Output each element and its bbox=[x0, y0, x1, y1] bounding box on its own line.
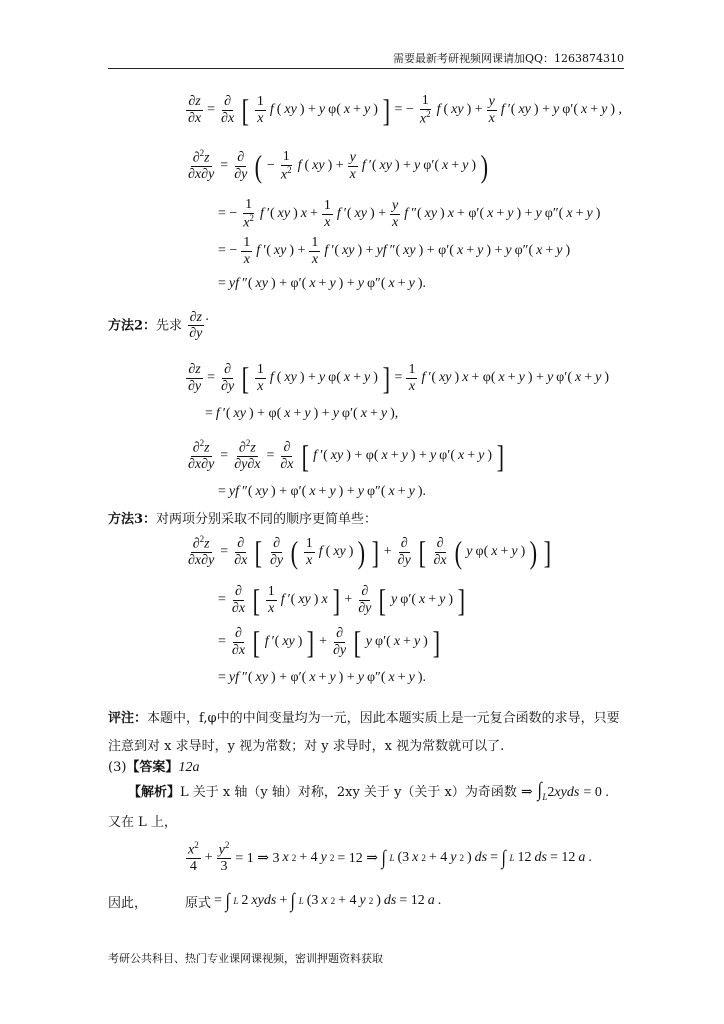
equation-method3-1: $\frac{\partial^2z}{\partial x\partial y}$ = $\frac{\partial}{\partial x}$ [ $\frac{\partial}{\partial y}$ ( $\frac{1}{x}$ f ( xy ) ) ] + $\frac{\partial}{\partial y}$ [ $\frac{\partial}{\partial x}$ ( y φ( x + y ) ) ] bbox=[188, 534, 551, 570]
equation-dz-dx: $\frac{\partial z}{\partial x}$ = $\frac{\partial}{\partial x}$ [ $\frac{1}{x}$ f ( xy ) + y φ( x + y ) ] = − $\frac{1}{x^2}$ f ( xy ) + $\frac{y}{x}$ f ′( xy ) + y φ′( x + y ) , bbox=[188, 92, 623, 128]
therefore-lhs: 原式 bbox=[185, 895, 212, 911]
also-line: 又在 L 上， bbox=[108, 815, 177, 830]
method2-text: 先求 bbox=[156, 318, 183, 334]
analysis-implies: ⇒ bbox=[521, 785, 533, 800]
therefore-label: 因此， bbox=[108, 896, 148, 911]
analysis-result: = 0 . bbox=[583, 785, 609, 800]
comment-line-1 bbox=[108, 707, 620, 726]
method2-heading: 方法2：先求 $\frac{\partial z}{\partial y}$ . bbox=[108, 309, 209, 342]
method3-label: 方法3： bbox=[108, 512, 157, 527]
equation-method2-d2z: $\frac{\partial^2z}{\partial x\partial y}$ = $\frac{\partial^2z}{\partial y\partial x}$ = $\frac{\partial}{\partial x}$ [ f ′( xy ) + φ( x + y ) + y φ′( x + y ) ] bbox=[188, 438, 505, 474]
answer-number: (3) bbox=[108, 760, 127, 775]
equation-dz-dy-2: = f ′( xy ) + φ( x + y ) + y φ′( x + y ), bbox=[205, 406, 399, 421]
analysis-line: 【解析】L 关于 x 轴（y 轴）对称，2xy 关于 y（关于 x）为奇函数 ⇒ $\int_L2xyds = 0$ . bbox=[128, 779, 609, 802]
equation-d2z-dxdy-4: = yf ″( xy ) + φ′( x + y ) + y φ″( x + y ). bbox=[218, 276, 427, 291]
equation-d2z-dxdy-2: = − $\frac{1}{x^2}$ f ′( xy ) x + $\frac{1}{x}$ f ′( xy ) + $\frac{y}{x}$ f ″( xy ) x + φ′( x + y ) + y φ″( x + y ) bbox=[218, 197, 601, 231]
equation-method3-result: = yf ″( xy ) + φ′( x + y ) + y φ″( x + y ). bbox=[218, 670, 427, 685]
page-footer: 考研公共科目、热门专业课网课视频，密训押题资料获取 bbox=[108, 952, 383, 965]
header-rule bbox=[108, 68, 624, 69]
comment-text-1: 本题中，f,φ中的中间变量均为一元，因此本题实质上是一元复合函数的求导，只要 bbox=[147, 711, 620, 726]
analysis-label: 【解析】 bbox=[128, 785, 181, 800]
equation-d2z-dxdy-1: $\frac{\partial^2z}{\partial x\partial y}$ = $\frac{\partial}{\partial y}$ ( − $\frac{1}{x^2}$ f ( xy ) + $\frac{y}{x}$ f ′( xy ) + y φ′( x + y ) ) bbox=[188, 148, 489, 184]
answer-label: 【答案】 bbox=[126, 760, 179, 775]
page-header: 需要最新考研视频网课请加QQ：1263874310 bbox=[392, 52, 624, 65]
answer-value: 12a bbox=[178, 760, 200, 775]
equation-dz-dy-1: $\frac{\partial z}{\partial y}$ = $\frac{\partial}{\partial y}$ [ $\frac{1}{x}$ f ( xy ) + y φ( x + y ) ] = $\frac{1}{x}$ f ′( xy ) x + φ( x + y ) + y φ′( x + y ) bbox=[188, 360, 609, 396]
method2-label: 方法2： bbox=[108, 318, 157, 334]
equation-method3-3: = $\frac{\partial}{\partial x}$ [ f ′( xy ) ] + $\frac{\partial}{\partial y}$ [ y φ′( x + y ) ] bbox=[218, 624, 440, 660]
equation-ellipse: $\frac{x^2}{4}$ + $\frac{y^2}{3}$ = 1 ⇒ 3 x 2 + 4 y 2 = 12 ⇒ ∫ L (3 x 2 + 4 y 2 ) ds = ∫ L 12 ds = 12 a . bbox=[188, 840, 592, 875]
equation-method3-2: = $\frac{\partial}{\partial x}$ [ $\frac{1}{x}$ f ′( xy ) x ] + $\frac{\partial}{\partial y}$ [ y φ′( x + y ) ] bbox=[218, 582, 466, 618]
answer-line bbox=[108, 756, 199, 775]
analysis-text: L 关于 x 轴（y 轴）对称，2xy 关于 y（关于 x）为奇函数 bbox=[180, 785, 517, 800]
therefore-line bbox=[108, 892, 147, 911]
comment-label: 评注： bbox=[108, 711, 148, 726]
method3-text: 对两项分别采取不同的顺序更简单些： bbox=[156, 512, 378, 527]
equation-method2-result: = yf ″( xy ) + φ′( x + y ) + y φ″( x + y ). bbox=[218, 484, 427, 499]
comment-line-2: 注意到对 x 求导时，y 视为常数；对 y 求导时，x 视为常数就可以了. bbox=[108, 739, 505, 754]
method3-heading bbox=[108, 508, 377, 527]
equation-final: 原式 = ∫ L 2 xyds + ∫ L (3 x 2 + 4 y 2 ) ds = 12 a . bbox=[185, 889, 442, 912]
equation-d2z-dxdy-3: = − $\frac{1}{x}$ f ′( xy ) + $\frac{1}{x}$ f ′( xy ) + yf ″( xy ) + φ′( x + y ) + y φ″( x + y ) bbox=[218, 235, 571, 267]
